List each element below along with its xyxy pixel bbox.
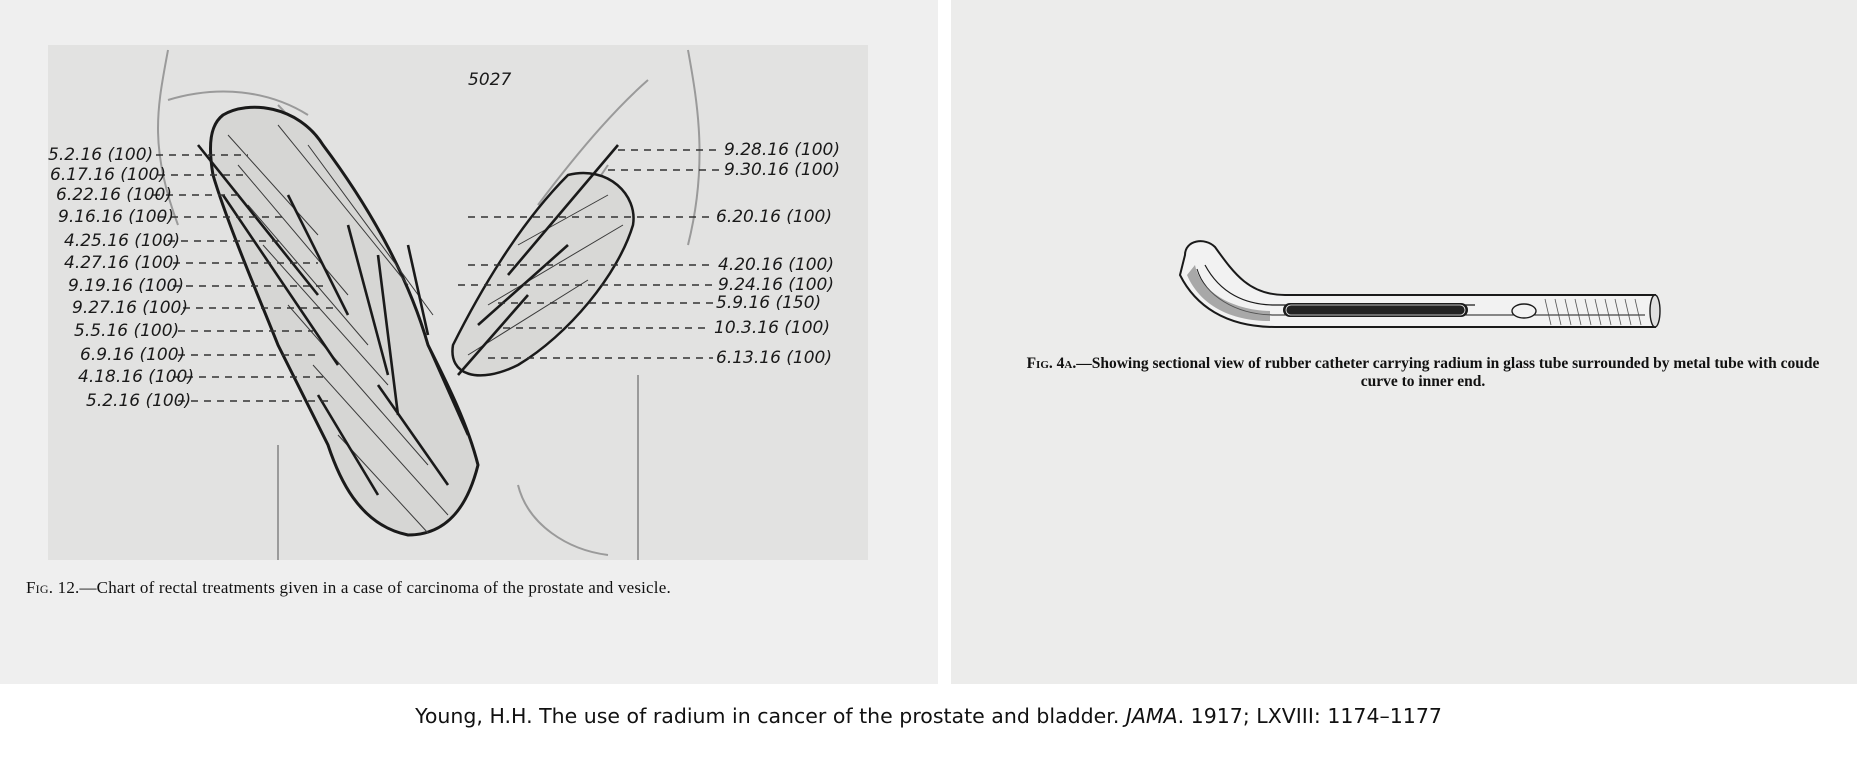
left-figure-panel xyxy=(0,0,938,684)
left-label: 6.9.16 (100) xyxy=(80,345,186,365)
right-label: 6.13.16 (100) xyxy=(716,348,833,368)
right-label: 9.30.16 (100) xyxy=(724,160,841,180)
right-label: 5.9.16 (150) xyxy=(716,293,822,313)
right-label: 4.20.16 (100) xyxy=(718,255,835,275)
figure-12-label: Fig. 12. xyxy=(26,578,80,597)
citation-journal: JAMA xyxy=(1125,704,1178,728)
left-label: 5.5.16 (100) xyxy=(74,321,180,341)
right-label: 9.28.16 (100) xyxy=(724,140,841,160)
citation-text: Young, H.H. The use of radium in cancer of the prostate and bladder. xyxy=(415,704,1126,728)
figure-4a-text: —Showing sectional view of rubber catheter carrying radium in glass tube surrounded by metal tube with coude curve to inner end. xyxy=(1076,355,1820,390)
left-label: 5.2.16 (100) xyxy=(86,391,192,411)
left-label: 9.19.16 (100) xyxy=(68,276,185,296)
left-label: 4.18.16 (100) xyxy=(78,367,195,387)
left-label: 4.25.16 (100) xyxy=(64,231,181,251)
figure-4a-label: Fig. 4a. xyxy=(1026,355,1077,372)
left-label: 4.27.16 (100) xyxy=(64,253,181,273)
prostate-treatment-sketch xyxy=(48,45,868,560)
left-label: 6.17.16 (100) xyxy=(50,165,167,185)
catheter-illustration xyxy=(1175,235,1675,345)
left-label: 6.22.16 (100) xyxy=(56,185,173,205)
figure-12-caption xyxy=(26,578,671,598)
right-label: 10.3.16 (100) xyxy=(714,318,831,338)
left-label: 5.2.16 (100) xyxy=(48,145,154,165)
figure-12-text: —Chart of rectal treatments given in a case of carcinoma of the prostate and vesicle. xyxy=(79,578,671,597)
left-label: 9.27.16 (100) xyxy=(72,298,189,318)
citation-details: . 1917; LXVIII: 1174–1177 xyxy=(1177,704,1442,728)
right-label: 9.24.16 (100) xyxy=(718,275,835,295)
citation xyxy=(0,704,1857,728)
figure-4a-caption xyxy=(1008,355,1838,391)
right-label: 6.20.16 (100) xyxy=(716,207,833,227)
left-label: 9.16.16 (100) xyxy=(58,207,175,227)
sketch-number: 5027 xyxy=(468,70,512,90)
